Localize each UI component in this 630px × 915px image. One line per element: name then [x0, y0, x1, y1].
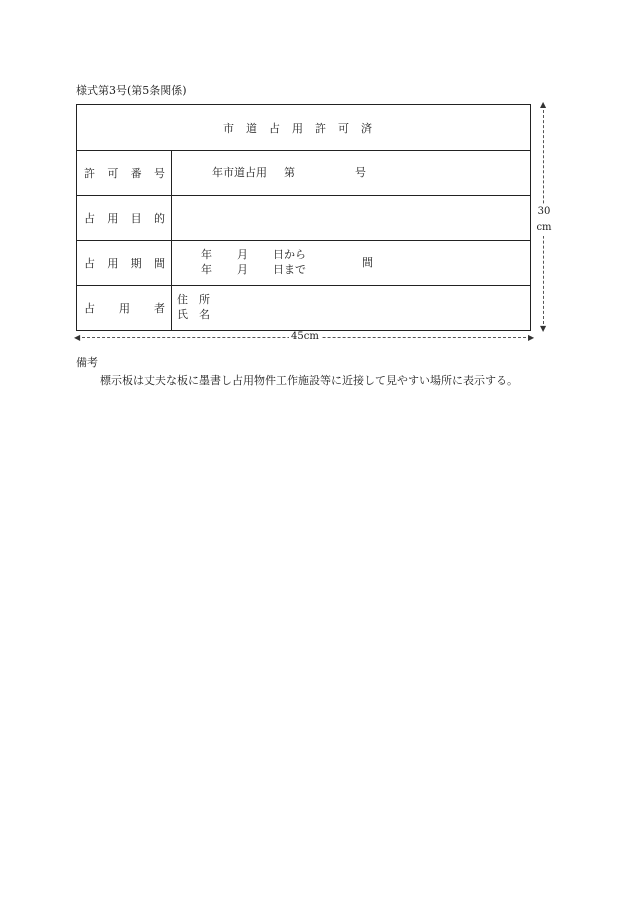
address-label: 住 所: [177, 293, 210, 306]
label-char: 期: [130, 257, 142, 270]
period-row: [77, 241, 531, 286]
label-char: 的: [153, 212, 165, 225]
label-char: 占: [84, 212, 95, 225]
label-char: 用: [119, 302, 130, 315]
start-year: 年: [201, 248, 212, 261]
label-char: 号: [153, 167, 165, 180]
height-value: 30: [537, 206, 551, 217]
permit-sign-form: [76, 104, 531, 331]
end-month: 月: [237, 263, 248, 276]
label-char: 者: [154, 302, 165, 315]
purpose-value: [172, 196, 531, 241]
purpose-label: [77, 196, 172, 241]
end-day: 日まで: [273, 263, 306, 276]
period-value: [172, 241, 531, 286]
period-label: [77, 241, 172, 286]
height-dimension-label: [534, 204, 554, 236]
label-char: 用: [107, 212, 119, 225]
start-month: 月: [237, 248, 248, 261]
label-char: 間: [153, 257, 165, 270]
label-char: 可: [107, 167, 119, 180]
label-char: 許: [84, 167, 95, 180]
label-char: 目: [130, 212, 142, 225]
occupant-row: [77, 286, 531, 331]
remarks-title: 備考: [76, 356, 98, 369]
width-dimension-label: 45cm: [291, 331, 319, 342]
form-title: 市道占用許可済: [77, 105, 531, 151]
arrow-down-icon: ▼: [540, 324, 547, 333]
arrow-right-icon: ▶: [528, 333, 535, 342]
arrow-up-icon: ▲: [540, 100, 547, 109]
end-year: 年: [201, 263, 212, 276]
label-char: 用: [107, 257, 119, 270]
permit-number-label: [77, 151, 172, 196]
dai-label: 第: [284, 166, 295, 179]
duration-suffix: 間: [362, 256, 373, 269]
year-city-road-occupancy: 年市道占用: [212, 166, 267, 179]
label-char: 占: [84, 257, 95, 270]
start-day: 日から: [273, 248, 306, 261]
label-char: 番: [130, 167, 142, 180]
name-label: 氏 名: [177, 308, 210, 321]
remarks-text: 標示板は丈夫な板に墨書し占用物件工作施設等に近接して見やすい場所に表示する。: [100, 374, 518, 387]
permit-number-value: [172, 151, 531, 196]
label-char: 占: [84, 302, 95, 315]
go-label: 号: [355, 166, 366, 179]
form-caption: 様式第3号(第5条関係): [76, 84, 187, 97]
height-unit: cm: [536, 222, 552, 233]
permit-number-row: [77, 151, 531, 196]
occupant-label: [77, 286, 172, 331]
occupant-value: [172, 286, 531, 331]
title-row: [77, 105, 531, 151]
arrow-left-icon: ◀: [74, 333, 81, 342]
purpose-row: [77, 196, 531, 241]
